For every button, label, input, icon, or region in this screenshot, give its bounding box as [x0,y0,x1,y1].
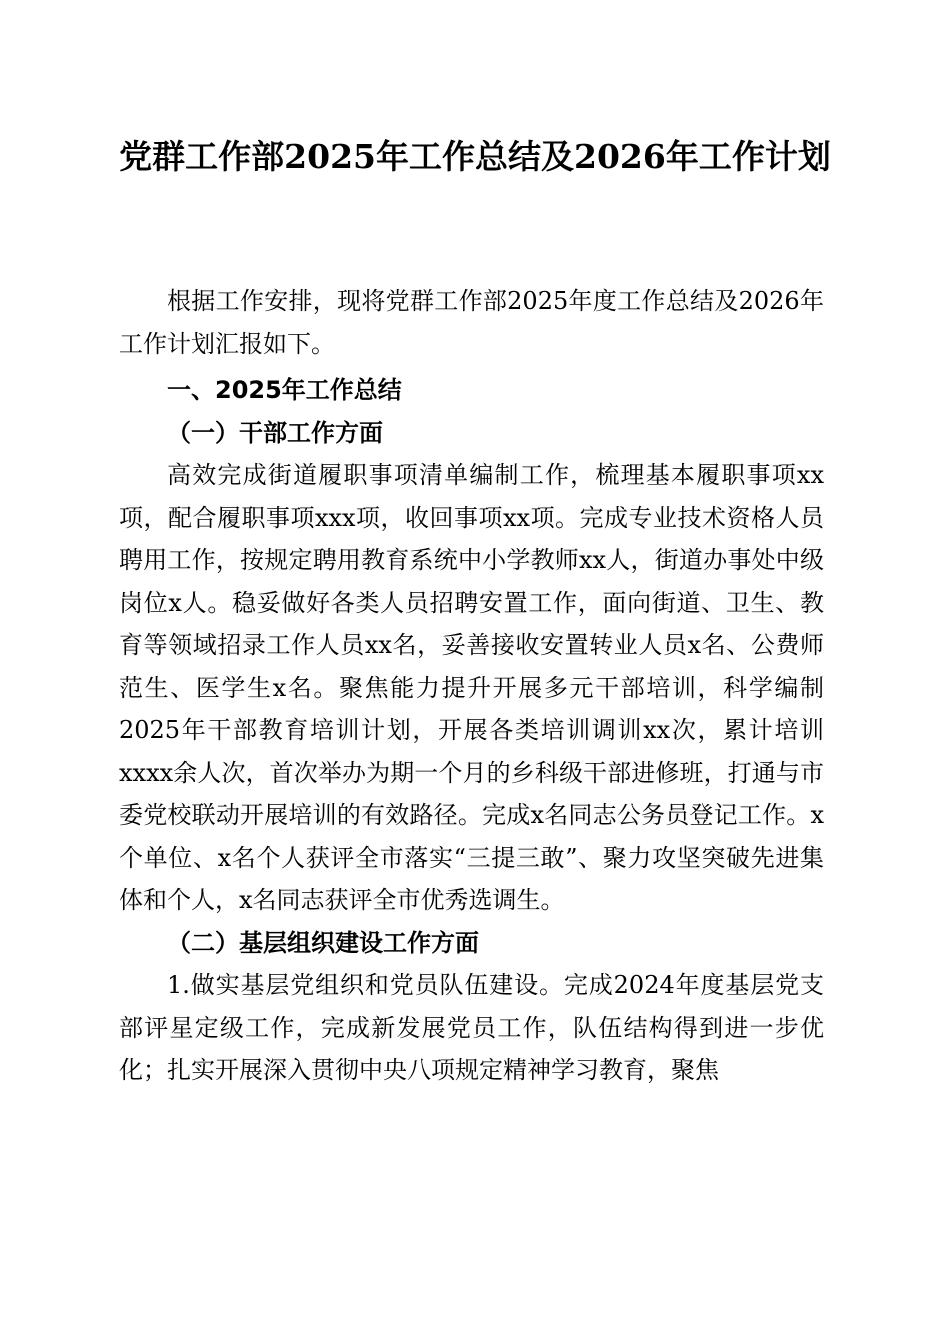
intro-paragraph: 根据工作安排，现将党群工作部2025年度工作总结及2026年工作计划汇报如下。 [119,287,824,358]
grassroots-organization-paragraph: 1.做实基层党组织和党员队伍建设。完成2024年度基层党支部评星定级工作，完成新发展党员工作，队伍结构得到进一步优化；扎实开展深入贯彻中央八项规定精神学习教育，聚焦 [119,971,824,1084]
section-heading-2025-summary: 一、2025年工作总结 [167,376,402,404]
subsection-heading-cadre-work: （一）干部工作方面 [167,417,383,447]
document-title: 党群工作部2025年工作总结及2026年工作计划 [119,137,831,176]
document-body [119,280,824,1092]
subsection-heading-grassroots-organization: （二）基层组织建设工作方面 [167,927,479,957]
cadre-work-paragraph: 高效完成街道履职事项清单编制工作，梳理基本履职事项xx项，配合履职事项xxx项，收回事项xx项。完成专业技术资格人员聘用工作，按规定聘用教育系统中小学教师xx人，街道办事处中级岗位x人。稳妥做好各类人员招聘安置工作，面向街道、卫生、教育等领域招录工作人员xx名，妥善接收安置转业人员x名、公费师范生、医学生x名。聚焦能力提升开展多元干部培训，科学编制2025年干部教育培训计划，开展各类培训调训xx次，累计培训xxxx余人次，首次举办为期一个月的乡科级干部进修班，打通与市委党校联动开展培训的有效路径。完成x名同志公务员登记工作。x个单位、x名个人获评全市落实“三提三敢”、聚力攻坚突破先进集体和个人，x名同志获评全市优秀选调生。 [119,461,824,914]
